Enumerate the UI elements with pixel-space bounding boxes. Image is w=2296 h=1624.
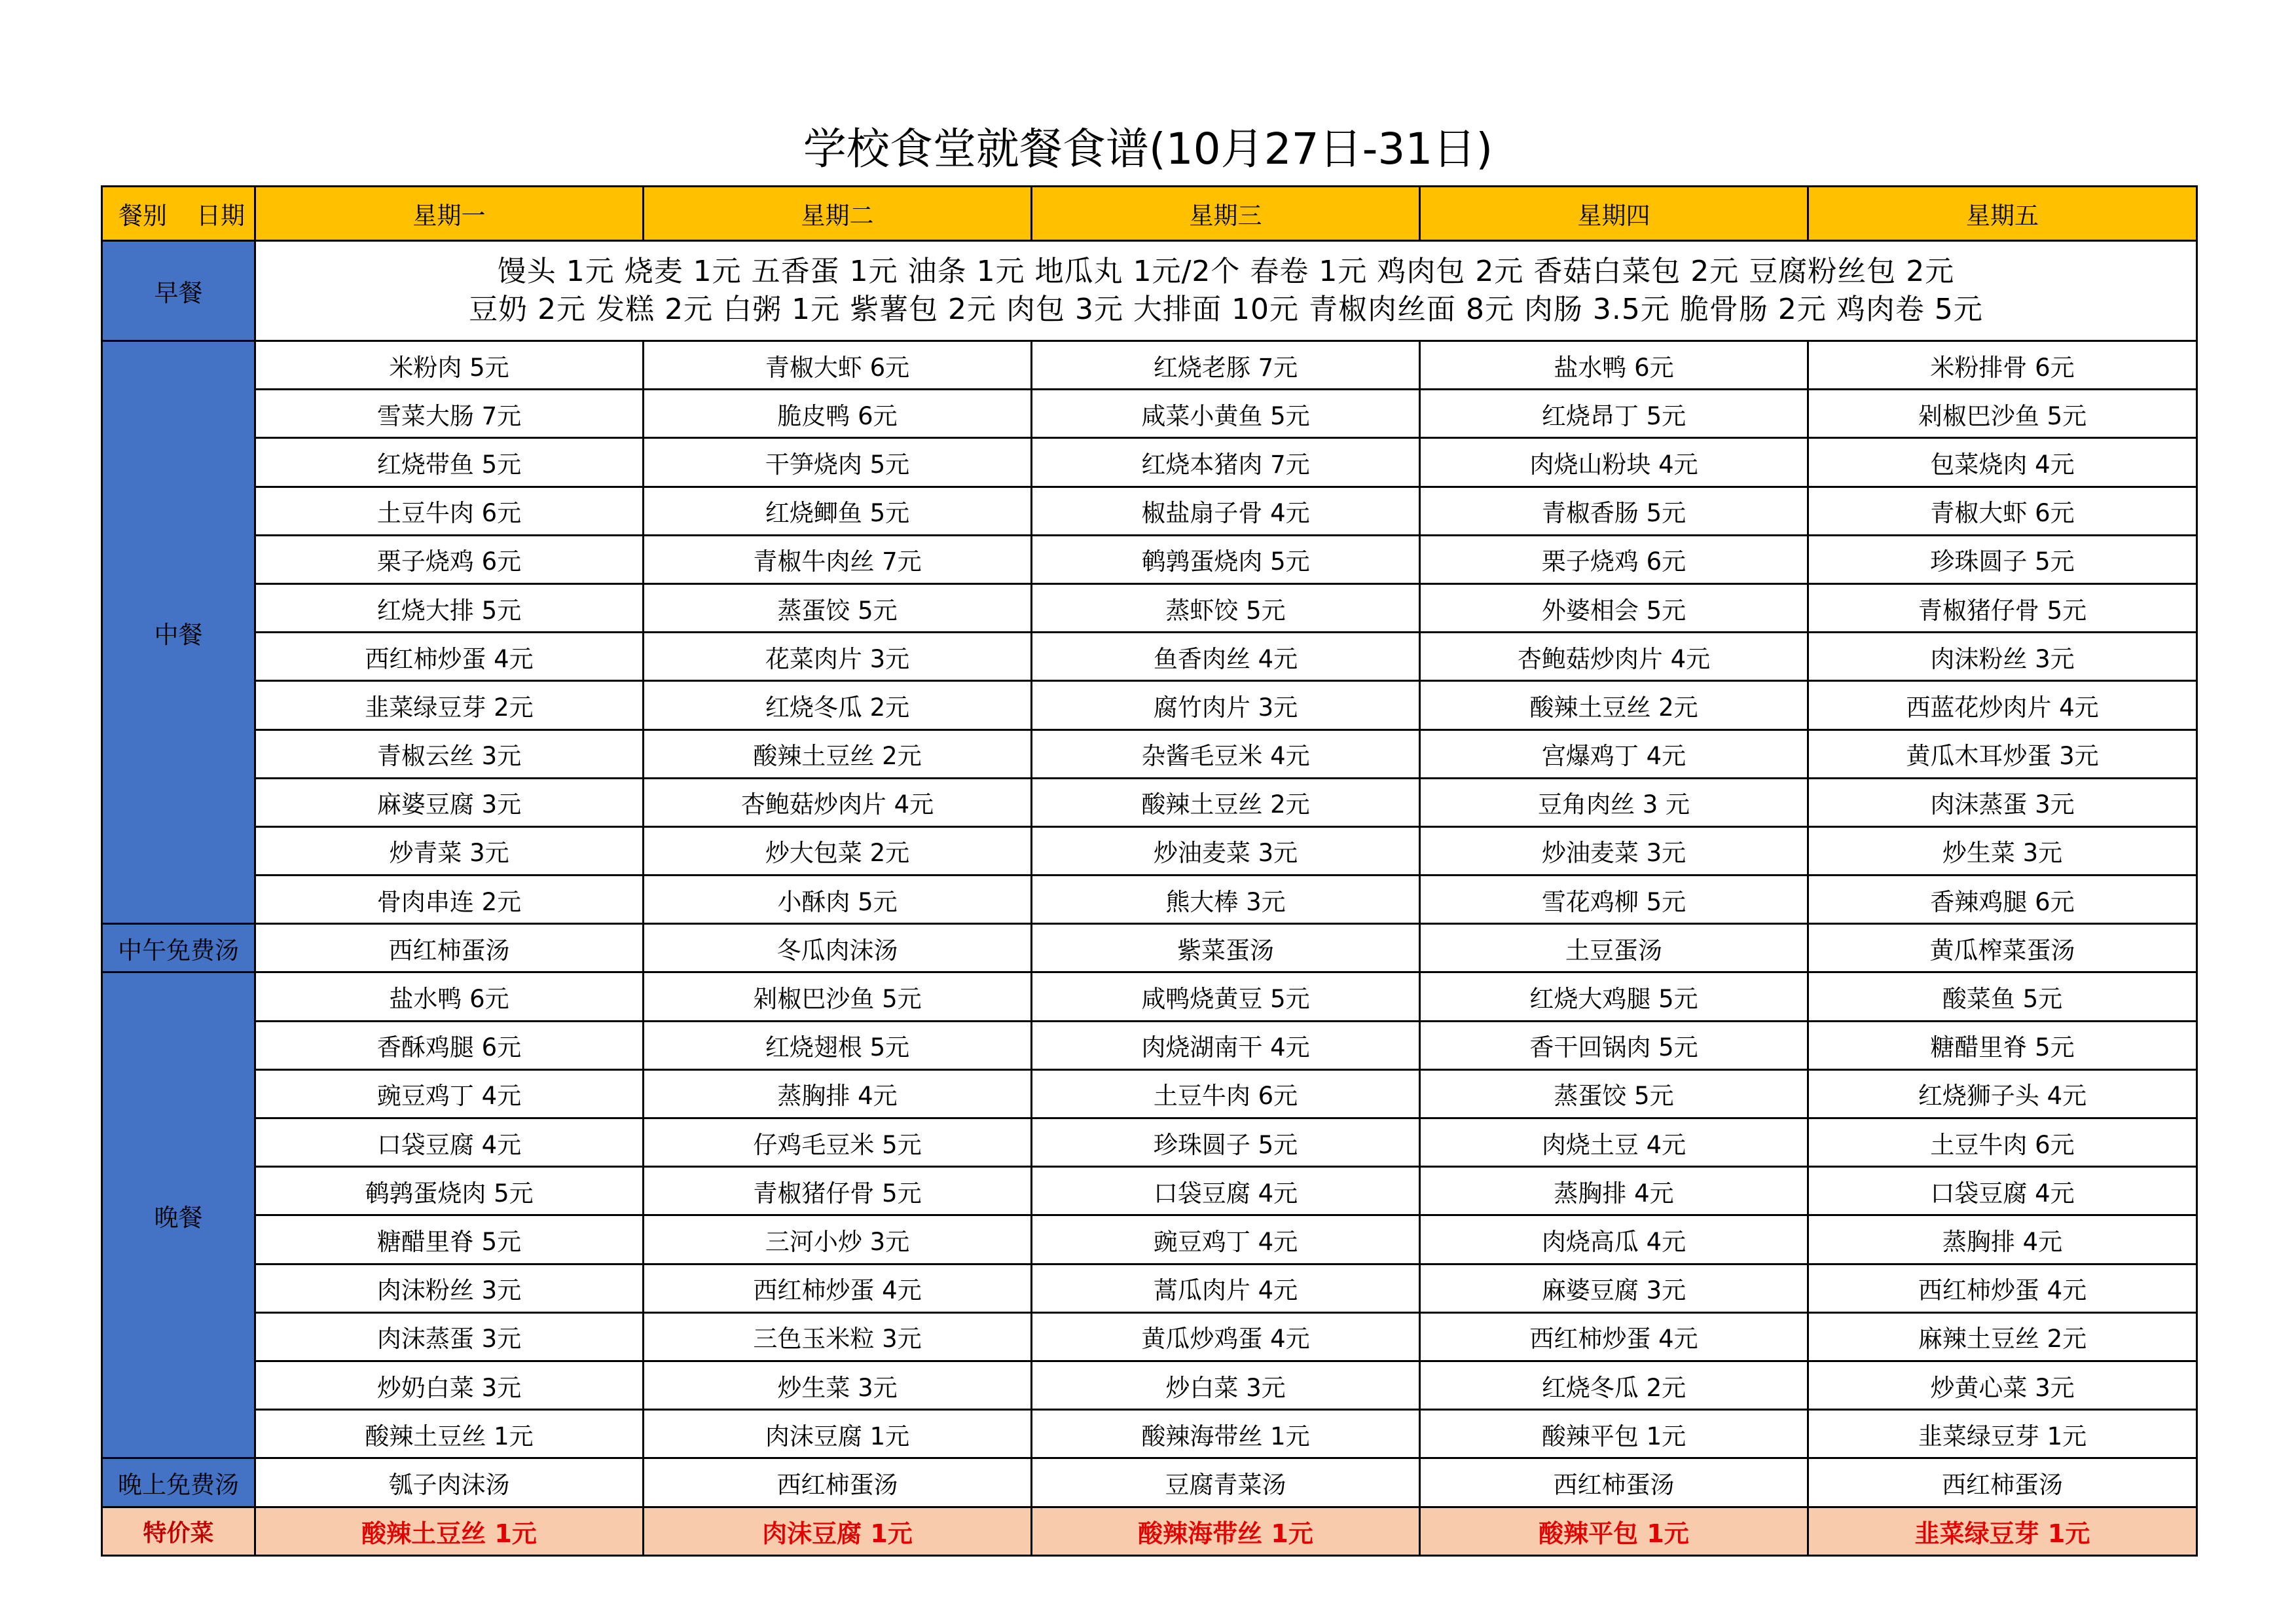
dish-cell: 咸菜小黄鱼 5元 (1032, 390, 1420, 438)
dinner-label: 晚餐 (102, 972, 255, 1458)
dinner_soup-row (102, 1458, 2197, 1507)
special-item: 酸辣土豆丝 1元 (255, 1507, 644, 1555)
dish-cell: 米粉排骨 6元 (1808, 341, 2197, 390)
dinner-row (102, 972, 2197, 1021)
menu-table (101, 185, 2198, 1557)
dish-cell: 熊大棒 3元 (1032, 876, 1420, 924)
dish-cell: 花菜肉片 3元 (644, 633, 1032, 681)
dish-cell: 鹌鹑蛋烧肉 5元 (255, 1167, 644, 1215)
dish-cell: 肉沫蒸蛋 3元 (1808, 778, 2197, 826)
dish-cell: 蒸胸排 4元 (1808, 1215, 2197, 1264)
lunch-row (102, 341, 2197, 390)
dish-cell: 肉沫粉丝 3元 (255, 1264, 644, 1312)
dish-cell: 酸菜鱼 5元 (1808, 972, 2197, 1021)
dish-cell: 炒青菜 3元 (255, 826, 644, 875)
lunch_soup-item: 土豆蛋汤 (1420, 924, 1808, 972)
lunch-row (102, 438, 2197, 487)
dish-cell: 炒白菜 3元 (1032, 1361, 1420, 1409)
lunch-row (102, 535, 2197, 583)
dish-cell: 脆皮鸭 6元 (644, 390, 1032, 438)
dish-cell: 酸辣平包 1元 (1420, 1410, 1808, 1458)
lunch-row (102, 583, 2197, 632)
lunch_soup-label: 中午免费汤 (102, 924, 255, 972)
dish-cell: 红烧翅根 5元 (644, 1021, 1032, 1069)
dinner-row (102, 1410, 2197, 1458)
dinner-row (102, 1215, 2197, 1264)
dish-cell: 蒸虾饺 5元 (1032, 583, 1420, 632)
dish-cell: 口袋豆腐 4元 (255, 1118, 644, 1167)
dish-cell: 肉烧湖南干 4元 (1032, 1021, 1420, 1069)
dish-cell: 口袋豆腐 4元 (1808, 1167, 2197, 1215)
dish-cell: 韭菜绿豆芽 1元 (1808, 1410, 2197, 1458)
dish-cell: 糖醋里脊 5元 (1808, 1021, 2197, 1069)
dish-cell: 麻婆豆腐 3元 (255, 778, 644, 826)
lunch_soup-item: 黄瓜榨菜蛋汤 (1808, 924, 2197, 972)
day-header-wednesday: 星期三 (1032, 187, 1420, 241)
dish-cell: 青椒香肠 5元 (1420, 487, 1808, 535)
lunch-label: 中餐 (102, 341, 255, 924)
dish-cell: 西红柿炒蛋 4元 (1420, 1312, 1808, 1361)
dish-cell: 干笋烧肉 5元 (644, 438, 1032, 487)
dish-cell: 土豆牛肉 6元 (255, 487, 644, 535)
dish-cell: 盐水鸭 6元 (255, 972, 644, 1021)
dish-cell: 剁椒巴沙鱼 5元 (1808, 390, 2197, 438)
lunch-row (102, 778, 2197, 826)
dish-cell: 青椒云丝 3元 (255, 729, 644, 778)
dish-cell: 青椒牛肉丝 7元 (644, 535, 1032, 583)
dish-cell: 西红柿炒蛋 4元 (1808, 1264, 2197, 1312)
dish-cell: 红烧大鸡腿 5元 (1420, 972, 1808, 1021)
dish-cell: 椒盐扇子骨 4元 (1032, 487, 1420, 535)
dish-cell: 红烧大排 5元 (255, 583, 644, 632)
dinner_soup-item: 西红柿蛋汤 (1420, 1458, 1808, 1507)
breakfast-line-2: 豆奶 2元 发糕 2元 白粥 1元 紫薯包 2元 肉包 3元 大排面 10元 青椒肉丝面 8元 肉肠 3.5元 脆骨肠 2元 鸡肉卷 5元 (469, 293, 1983, 326)
dish-cell: 红烧冬瓜 2元 (644, 681, 1032, 729)
dish-cell: 韭菜绿豆芽 2元 (255, 681, 644, 729)
dish-cell: 杏鲍菇炒肉片 4元 (1420, 633, 1808, 681)
dish-cell: 三色玉米粒 3元 (644, 1312, 1032, 1361)
lunch-row (102, 681, 2197, 729)
dish-cell: 蒸蛋饺 5元 (1420, 1069, 1808, 1118)
dish-cell: 西蓝花炒肉片 4元 (1808, 681, 2197, 729)
dish-cell: 杂酱毛豆米 4元 (1032, 729, 1420, 778)
special-item: 酸辣平包 1元 (1420, 1507, 1808, 1555)
dish-cell: 酸辣土豆丝 1元 (255, 1410, 644, 1458)
dish-cell: 麻辣土豆丝 2元 (1808, 1312, 2197, 1361)
breakfast-line-1: 馒头 1元 烧麦 1元 五香蛋 1元 油条 1元 地瓜丸 1元/2个 春卷 1元 鸡肉包 2元 香菇白菜包 2元 豆腐粉丝包 2元 (497, 255, 1955, 288)
dish-cell: 红烧本猪肉 7元 (1032, 438, 1420, 487)
dish-cell: 红烧鲫鱼 5元 (644, 487, 1032, 535)
dish-cell: 炒大包菜 2元 (644, 826, 1032, 875)
dish-cell: 青椒猪仔骨 5元 (644, 1167, 1032, 1215)
dish-cell: 炒奶白菜 3元 (255, 1361, 644, 1409)
lunch-row (102, 487, 2197, 535)
dish-cell: 肉烧土豆 4元 (1420, 1118, 1808, 1167)
breakfast-items-cell (255, 241, 2197, 341)
breakfast-row (102, 241, 2197, 341)
dish-cell: 酸辣海带丝 1元 (1032, 1410, 1420, 1458)
dish-cell: 腐竹肉片 3元 (1032, 681, 1420, 729)
day-header-tuesday: 星期二 (644, 187, 1032, 241)
dinner-row (102, 1118, 2197, 1167)
dish-cell: 炒油麦菜 3元 (1420, 826, 1808, 875)
lunch_soup-row (102, 924, 2197, 972)
dish-cell: 炒黄心菜 3元 (1808, 1361, 2197, 1409)
dish-cell: 雪菜大肠 7元 (255, 390, 644, 438)
lunch-row (102, 729, 2197, 778)
day-header-monday: 星期一 (255, 187, 644, 241)
dish-cell: 土豆牛肉 6元 (1032, 1069, 1420, 1118)
day-header-thursday: 星期四 (1420, 187, 1808, 241)
day-header-friday: 星期五 (1808, 187, 2197, 241)
lunch-row (102, 633, 2197, 681)
dinner_soup-item: 西红柿蛋汤 (1808, 1458, 2197, 1507)
dinner_soup-item: 豆腐青菜汤 (1032, 1458, 1420, 1507)
dinner-row (102, 1264, 2197, 1312)
dinner_soup-item: 西红柿蛋汤 (644, 1458, 1032, 1507)
dish-cell: 蒸胸排 4元 (644, 1069, 1032, 1118)
lunch-row (102, 876, 2197, 924)
dish-cell: 麻婆豆腐 3元 (1420, 1264, 1808, 1312)
dish-cell: 包菜烧肉 4元 (1808, 438, 2197, 487)
lunch_soup-item: 冬瓜肉沫汤 (644, 924, 1032, 972)
special-item: 肉沫豆腐 1元 (644, 1507, 1032, 1555)
page-title: 学校食堂就餐食谱(10月27日-31日) (803, 124, 1493, 174)
dish-cell: 蒸胸排 4元 (1420, 1167, 1808, 1215)
header-corner-cell (102, 187, 255, 241)
dish-cell: 青椒大虾 6元 (1808, 487, 2197, 535)
dish-cell: 剁椒巴沙鱼 5元 (644, 972, 1032, 1021)
dish-cell: 米粉肉 5元 (255, 341, 644, 390)
lunch-row (102, 826, 2197, 875)
dish-cell: 外婆相会 5元 (1420, 583, 1808, 632)
dish-cell: 青椒猪仔骨 5元 (1808, 583, 2197, 632)
dish-cell: 西红柿炒蛋 4元 (644, 1264, 1032, 1312)
dish-cell: 雪花鸡柳 5元 (1420, 876, 1808, 924)
dinner-row (102, 1069, 2197, 1118)
breakfast-label: 早餐 (102, 241, 255, 341)
header-row (102, 187, 2197, 241)
dish-cell: 红烧昂丁 5元 (1420, 390, 1808, 438)
dish-cell: 栗子烧鸡 6元 (255, 535, 644, 583)
special-row (102, 1507, 2197, 1555)
dish-cell: 蒸蛋饺 5元 (644, 583, 1032, 632)
dish-cell: 红烧狮子头 4元 (1808, 1069, 2197, 1118)
dish-cell: 肉烧高瓜 4元 (1420, 1215, 1808, 1264)
meal-type-label: 餐别 (118, 202, 167, 230)
dinner-row (102, 1167, 2197, 1215)
dish-cell: 炒油麦菜 3元 (1032, 826, 1420, 875)
dish-cell: 黄瓜木耳炒蛋 3元 (1808, 729, 2197, 778)
dish-cell: 盐水鸭 6元 (1420, 341, 1808, 390)
dinner-row (102, 1361, 2197, 1409)
dish-cell: 肉烧山粉块 4元 (1420, 438, 1808, 487)
dish-cell: 小酥肉 5元 (644, 876, 1032, 924)
dish-cell: 土豆牛肉 6元 (1808, 1118, 2197, 1167)
dish-cell: 炒生菜 3元 (644, 1361, 1032, 1409)
dish-cell: 红烧老豚 7元 (1032, 341, 1420, 390)
dish-cell: 香酥鸡腿 6元 (255, 1021, 644, 1069)
dish-cell: 珍珠圆子 5元 (1808, 535, 2197, 583)
dish-cell: 酸辣土豆丝 2元 (644, 729, 1032, 778)
dish-cell: 肉沫豆腐 1元 (644, 1410, 1032, 1458)
dish-cell: 青椒大虾 6元 (644, 341, 1032, 390)
date-label: 日期 (196, 202, 245, 230)
dish-cell: 宫爆鸡丁 4元 (1420, 729, 1808, 778)
lunch_soup-item: 紫菜蛋汤 (1032, 924, 1420, 972)
dish-cell: 黄瓜炒鸡蛋 4元 (1032, 1312, 1420, 1361)
dish-cell: 骨肉串连 2元 (255, 876, 644, 924)
lunch_soup-item: 西红柿蛋汤 (255, 924, 644, 972)
dish-cell: 酸辣土豆丝 2元 (1420, 681, 1808, 729)
special-item: 韭菜绿豆芽 1元 (1808, 1507, 2197, 1555)
dish-cell: 红烧带鱼 5元 (255, 438, 644, 487)
dish-cell: 栗子烧鸡 6元 (1420, 535, 1808, 583)
dish-cell: 豆角肉丝 3 元 (1420, 778, 1808, 826)
dish-cell: 蒿瓜肉片 4元 (1032, 1264, 1420, 1312)
dish-cell: 豌豆鸡丁 4元 (255, 1069, 644, 1118)
dish-cell: 仔鸡毛豆米 5元 (644, 1118, 1032, 1167)
dish-cell: 豌豆鸡丁 4元 (1032, 1215, 1420, 1264)
dish-cell: 杏鲍菇炒肉片 4元 (644, 778, 1032, 826)
dish-cell: 肉沫粉丝 3元 (1808, 633, 2197, 681)
special-item: 酸辣海带丝 1元 (1032, 1507, 1420, 1555)
dish-cell: 香干回锅肉 5元 (1420, 1021, 1808, 1069)
dish-cell: 西红柿炒蛋 4元 (255, 633, 644, 681)
dinner_soup-item: 瓠子肉沫汤 (255, 1458, 644, 1507)
dish-cell: 香辣鸡腿 6元 (1808, 876, 2197, 924)
dish-cell: 炒生菜 3元 (1808, 826, 2197, 875)
dish-cell: 红烧冬瓜 2元 (1420, 1361, 1808, 1409)
dish-cell: 鹌鹑蛋烧肉 5元 (1032, 535, 1420, 583)
dinner_soup-label: 晚上免费汤 (102, 1458, 255, 1507)
dish-cell: 鱼香肉丝 4元 (1032, 633, 1420, 681)
dinner-row (102, 1021, 2197, 1069)
dinner-row (102, 1312, 2197, 1361)
dish-cell: 珍珠圆子 5元 (1032, 1118, 1420, 1167)
dish-cell: 口袋豆腐 4元 (1032, 1167, 1420, 1215)
dish-cell: 糖醋里脊 5元 (255, 1215, 644, 1264)
special-label: 特价菜 (102, 1507, 255, 1555)
lunch-row (102, 390, 2197, 438)
dish-cell: 咸鸭烧黄豆 5元 (1032, 972, 1420, 1021)
dish-cell: 肉沫蒸蛋 3元 (255, 1312, 644, 1361)
dish-cell: 酸辣土豆丝 2元 (1032, 778, 1420, 826)
dish-cell: 三河小炒 3元 (644, 1215, 1032, 1264)
